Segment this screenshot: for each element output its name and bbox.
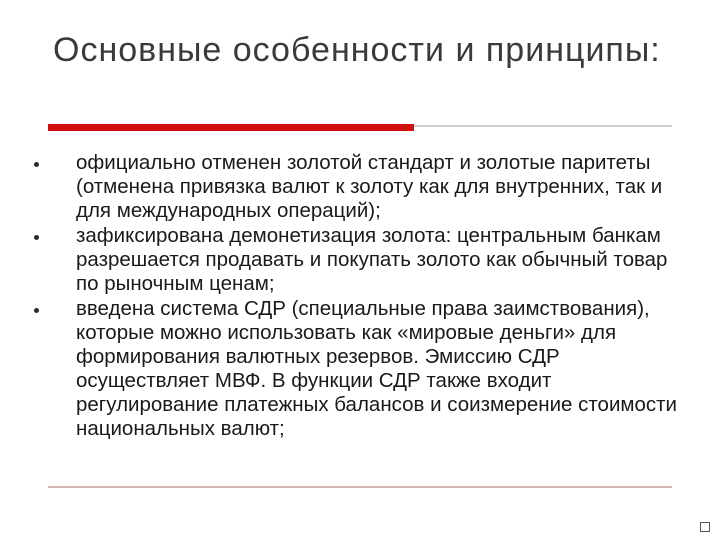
bullet-text: официально отменен золотой стандарт и золотые паритеты (отменена привязка валют к золоту как для внутренних, так и для международных операций); xyxy=(76,151,663,222)
bottom-divider-line xyxy=(48,486,672,488)
bullet-dot-icon xyxy=(34,308,39,313)
bullet-text: введена система СДР (специальные права заимствования), которые можно использовать как «мировые деньги» для формирования валютных резервов. Эмиссию СДР осуществляет МВФ. В функции СДР также входит регулирование платежных балансов и соизмерение стоимости национальных валют; xyxy=(76,297,677,440)
bullet-text: зафиксирована демонетизация золота: центральным банкам разрешается продавать и покупать золото как обычный товар по рыночным ценам; xyxy=(76,224,668,295)
bullet-dot-icon xyxy=(34,162,39,167)
list-item xyxy=(34,224,690,296)
corner-square-icon xyxy=(700,522,710,532)
slide-title: Основные особенности и принципы: xyxy=(53,31,661,69)
title-divider-line xyxy=(414,125,672,127)
list-item xyxy=(34,151,690,223)
bullet-dot-icon xyxy=(34,235,39,240)
list-item xyxy=(34,297,690,441)
title-accent-bar xyxy=(48,124,414,131)
bullet-list xyxy=(34,151,690,441)
